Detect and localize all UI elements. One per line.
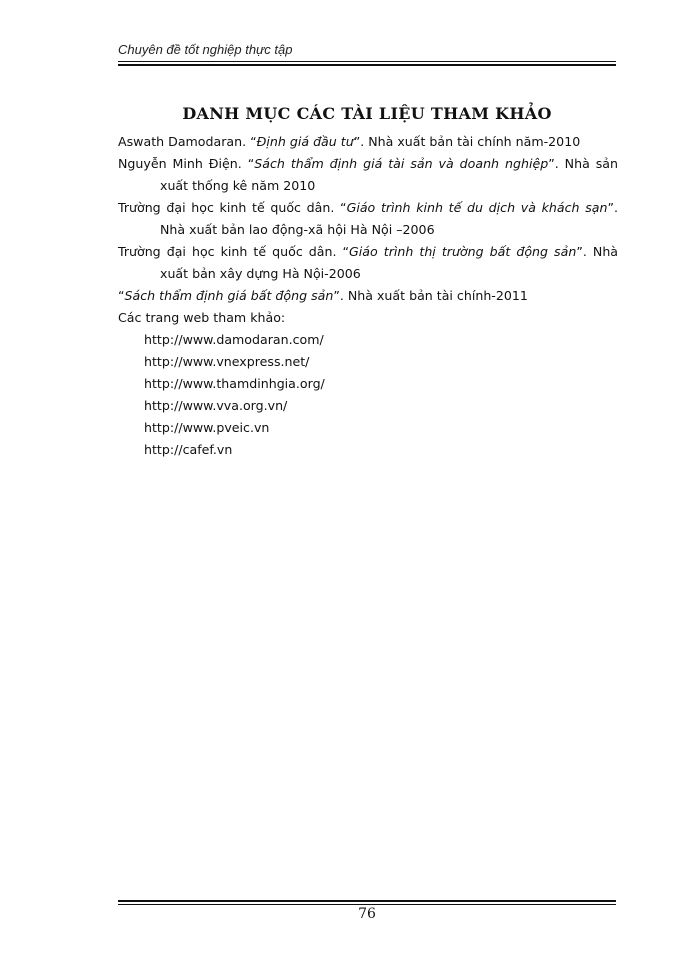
header-rule: [118, 61, 616, 62]
header-rule-thick: [118, 64, 616, 66]
reference-item: Aswath Damodaran. “Định giá đầu tư”. Nhà xuất bản tài chính năm-2010: [118, 134, 581, 149]
reference-item: Trường đại học kinh tế quốc dân. “Giáo trình thị trường bất động sản”. Nhà xuất bản xây dựng Hà Nội-2006: [118, 244, 619, 281]
reference-title: Sách thẩm định giá tài sản và doanh nghiệp: [254, 156, 549, 171]
website-list: [118, 329, 618, 461]
reference-title: Giáo trình kinh tế du dịch và khách sạn: [346, 200, 608, 215]
reference-title: Giáo trình thị trường bất động sản: [349, 244, 577, 259]
reference-item: Nguyễn Minh Điện. “Sách thẩm định giá tài sản và doanh nghiệp”. Nhà sản xuất thống kê năm 2010: [118, 156, 618, 193]
page-number: 76: [358, 906, 376, 922]
website-link[interactable]: http://www.damodaran.com/: [144, 332, 324, 347]
footer-rule: [118, 904, 616, 905]
footer-rule-thick: [118, 900, 616, 902]
website-link[interactable]: http://www.thamdinhgia.org/: [144, 376, 325, 391]
websites-label: Các trang web tham khảo:: [118, 310, 286, 325]
website-link[interactable]: http://www.vva.org.vn/: [144, 398, 288, 413]
reference-title: Định giá đầu tư: [256, 134, 354, 149]
running-header: Chuyên đề tốt nghiệp thực tập: [118, 42, 293, 57]
reference-list: [118, 131, 618, 461]
website-link[interactable]: http://www.pveic.vn: [144, 420, 270, 435]
page-title: DANH MỤC CÁC TÀI LIỆU THAM KHẢO: [182, 104, 552, 123]
reference-item: “Sách thẩm định giá bất động sản”. Nhà xuất bản tài chính-2011: [118, 288, 528, 303]
website-link[interactable]: http://cafef.vn: [144, 442, 233, 457]
reference-title: Sách thẩm định giá bất động sản: [124, 288, 334, 303]
website-link[interactable]: http://www.vnexpress.net/: [144, 354, 310, 369]
reference-item: Trường đại học kinh tế quốc dân. “Giáo trình kinh tế du dịch và khách sạn”. Nhà xuất bản lao động-xã hội Hà Nội –2006: [118, 200, 618, 237]
